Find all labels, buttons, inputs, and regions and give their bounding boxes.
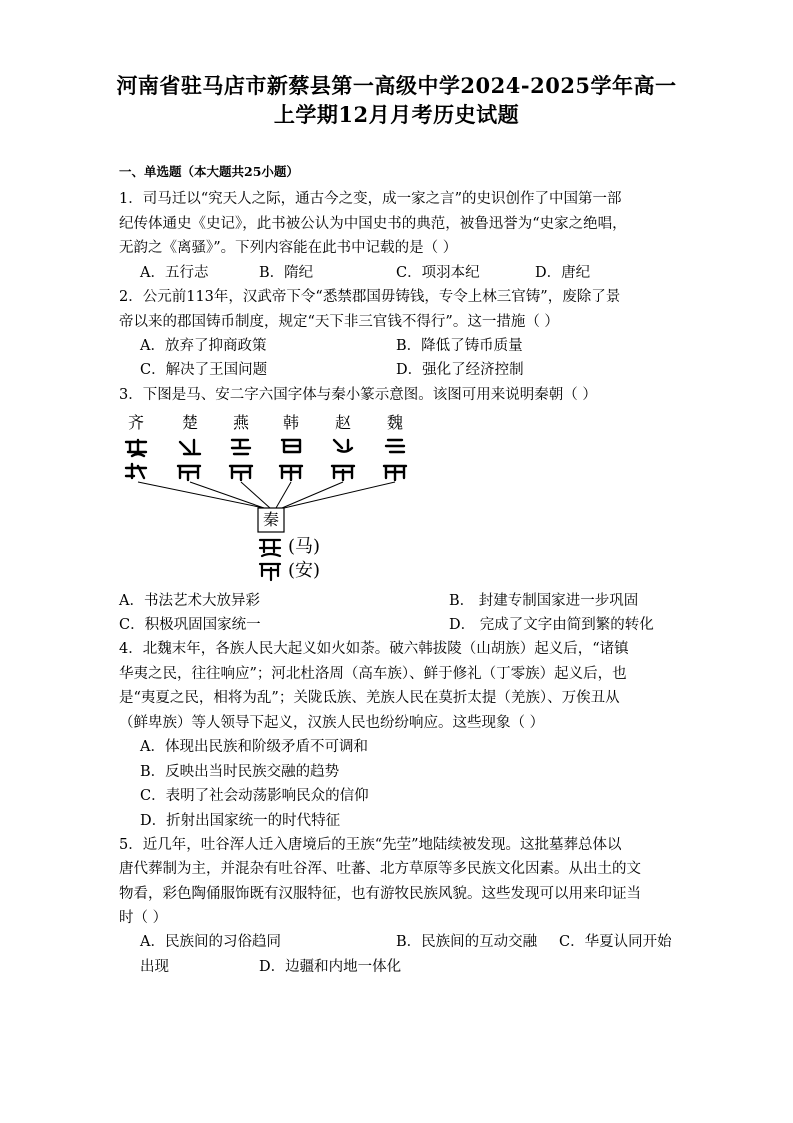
option-a[interactable]: A．书法艺术大放异彩 (119, 593, 260, 609)
question-text-line: 是“夷夏之民，相将为乱”；关陇氐族、羌族人民在莫折太提（羌族）、万俟丑从 (119, 690, 620, 706)
connector-lines (138, 482, 395, 508)
question-text-line: 1．司马迁以“究天人之际，通古今之变，成一家之言”的史识创作了中国第一部 (119, 191, 622, 207)
state-label-qi: 齐 (128, 413, 145, 432)
state-label-chu: 楚 (182, 413, 199, 432)
small-seal-glyphs (260, 540, 280, 580)
page-title-line2: 上学期12月月考历史试题 (273, 102, 520, 127)
option-d[interactable]: D． 完成了文字由简到繁的转化 (449, 617, 654, 633)
state-label-han: 韩 (283, 413, 300, 432)
question-text-line: 3．下图是马、安二字六国字体与秦小篆示意图。该图可用来说明秦朝（ ） (119, 387, 597, 403)
question-text-line: 4．北魏末年，各族人民大起义如火如荼。破六韩拔陵（山胡族）起义后，“诸镇 (119, 641, 629, 657)
option-a[interactable]: A．五行志 (140, 265, 209, 281)
option-c[interactable]: C．项羽本纪 (396, 265, 480, 281)
qin-label: 秦 (263, 510, 280, 529)
warring-states-glyphs (126, 440, 406, 480)
question-text-line: 5．近几年，吐谷浑人迁入唐境后的王族“先茔”地陆续被发现。这批墓葬总体以 (119, 837, 622, 853)
state-label-zhao: 赵 (335, 413, 352, 432)
script-comparison-figure (124, 410, 424, 590)
page-title-line1: 河南省驻马店市新蔡县第一高级中学2024-2025学年高一 (116, 73, 677, 98)
option-c[interactable]: C．积极巩固国家统一 (119, 617, 261, 633)
question-text-line: 2．公元前113年，汉武帝下令“悉禁郡国毋铸钱，专令上林三官铸”，废除了景 (119, 289, 621, 305)
question-text-line: 帝以来的郡国铸币制度，规定“天下非三官钱不得行”。这一措施（ ） (119, 314, 559, 330)
option-b[interactable]: B．民族间的互动交融 (396, 934, 538, 950)
state-label-yan: 燕 (233, 413, 250, 432)
option-a[interactable]: A．放弃了抑商政策 (140, 338, 267, 354)
option-d[interactable]: D．唐纪 (535, 265, 591, 281)
label-an: (安) (288, 560, 321, 581)
option-d[interactable]: D．折射出国家统一的时代特征 (140, 813, 341, 829)
option-c[interactable]: C．华夏认同开始 (559, 934, 672, 950)
option-c[interactable]: C．解决了王国问题 (140, 362, 268, 378)
question-text-line: 时（ ） (119, 910, 168, 926)
option-d[interactable]: D．边疆和内地一体化 (259, 959, 402, 975)
option-a[interactable]: A．民族间的习俗趋同 (140, 934, 281, 950)
question-text-line: 纪传体通史《史记》，此书被公认为中国史书的典范，被鲁迅誉为“史家之绝唱， (119, 216, 627, 232)
figure-drawing (124, 410, 424, 590)
question-text-line: 华夷之民，往往响应”；河北杜洛周（高车族）、鲜于修礼（丁零族）起义后，也 (119, 666, 627, 682)
question-text-line: （鲜卑族）等人领导下起义，汉族人民也纷纷响应。这些现象（ ） (119, 715, 545, 731)
option-d[interactable]: D．强化了经济控制 (396, 362, 524, 378)
question-text-line: 无韵之《离骚》”。下列内容能在此书中记载的是（ ） (119, 240, 458, 256)
option-a[interactable]: A．体现出民族和阶级矛盾不可调和 (140, 739, 368, 755)
state-label-wei: 魏 (387, 413, 404, 432)
option-b[interactable]: B．反映出当时民族交融的趋势 (140, 764, 340, 780)
option-b[interactable]: B． 封建专制国家进一步巩固 (449, 593, 639, 609)
option-b[interactable]: B．隋纪 (259, 265, 314, 281)
section-header: 一、单选题（本大题共25小题） (119, 164, 299, 179)
question-text-line: 物看，彩色陶俑服饰既有汉服特征，也有游牧民族风貌。这些发现可以用来印证当 (119, 886, 641, 902)
label-ma: (马) (288, 536, 321, 557)
option-c[interactable]: C．表明了社会动荡影响民众的信仰 (140, 788, 369, 804)
option-c-continued[interactable]: 出现 (140, 959, 169, 975)
question-text-line: 唐代葬制为主，并混杂有吐谷浑、吐蕃、北方草原等多民族文化因素。从出土的文 (119, 861, 641, 877)
option-b[interactable]: B．降低了铸币质量 (396, 338, 523, 354)
